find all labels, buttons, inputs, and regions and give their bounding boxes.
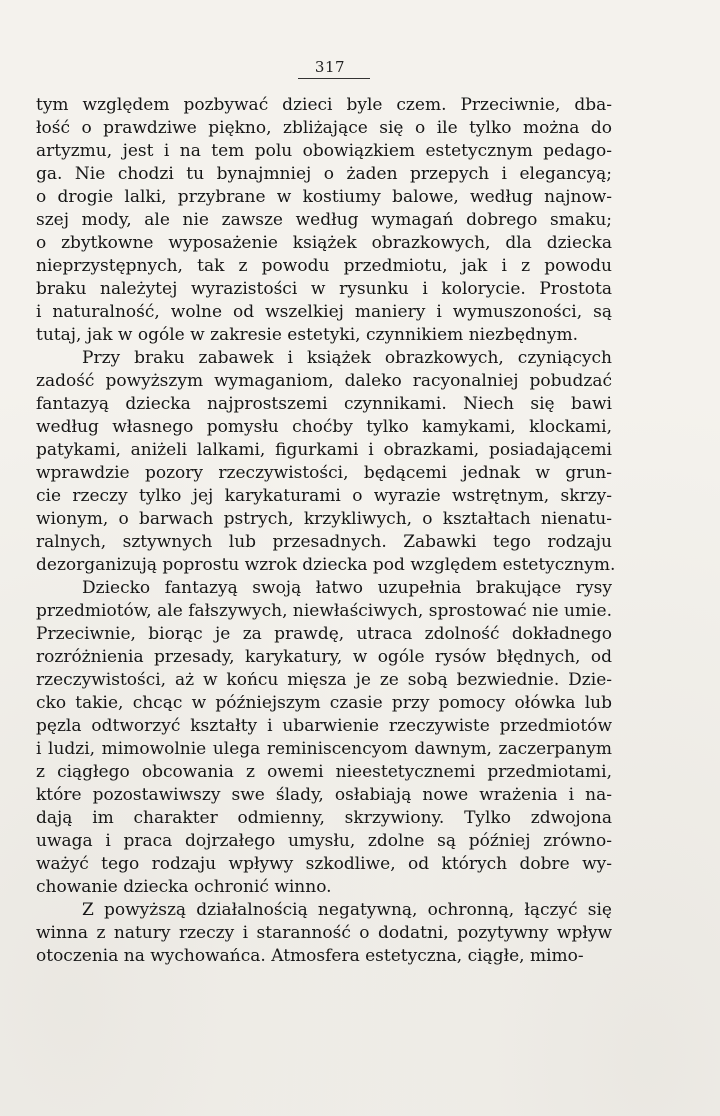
- text-line: uwaga i praca dojrzałego umysłu, zdolne są później zrówno-: [36, 831, 612, 851]
- text-line: cko takie, chcąc w późniejszym czasie przy pomocy ołówka lub: [36, 693, 612, 713]
- text-line: patykami, aniżeli lalkami, figurkami i obrazkami, posiadającemi: [36, 440, 612, 460]
- text-line: zadość powyższym wymaganiom, daleko racyonalniej pobudzać: [36, 371, 612, 391]
- paragraph: [36, 899, 612, 968]
- text-line: rzeczywistości, aż w końcu mięsza je ze sobą bezwiednie. Dzie-: [36, 670, 612, 690]
- text-line: dają im charakter odmienny, skrzywiony. Tylko zdwojona: [36, 808, 612, 828]
- header-rule: [298, 78, 370, 79]
- text-line: artyzmu, jest i na tem polu obowiązkiem estetycznym pedago-: [36, 141, 612, 161]
- text-line: winna z natury rzeczy i staranność o dodatni, pozytywny wpływ: [36, 923, 612, 943]
- text-line: i ludzi, mimowolnie ulega reminiscencyom dawnym, zaczerpanym: [36, 739, 612, 759]
- text-line: braku należytej wyrazistości w rysunku i kolorycie. Prostota: [36, 279, 612, 299]
- paragraph: [36, 577, 612, 899]
- text-line: dezorganizują poprostu wzrok dziecka pod względem estetycznym.: [36, 555, 616, 575]
- text-line: Przy braku zabawek i książek obrazkowych, czyniących: [82, 348, 612, 368]
- text-line: i naturalność, wolne od wszelkiej maniery i wymuszoności, są: [36, 302, 612, 322]
- text-line: chowanie dziecka ochronić winno.: [36, 877, 332, 897]
- text-line: łość o prawdziwe piękno, zbliżające się o ile tylko można do: [36, 118, 612, 138]
- text-line: cie rzeczy tylko jej karykaturami o wyrazie wstrętnym, skrzy-: [36, 486, 612, 506]
- text-line: szej mody, ale nie zawsze według wymagań dobrego smaku;: [36, 210, 612, 230]
- text-line: rozróżnienia przesady, karykatury, w ogóle rysów błędnych, od: [36, 647, 612, 667]
- body-text: [36, 94, 616, 968]
- text-line: ga. Nie chodzi tu bynajmniej o żaden przepych i elegancyą;: [36, 164, 612, 184]
- page-number: 317: [314, 58, 346, 76]
- text-line: pęzla odtworzyć kształty i ubarwienie rzeczywiste przedmiotów: [36, 716, 612, 736]
- text-line: z ciągłego obcowania z owemi nieestetycznemi przedmiotami,: [36, 762, 612, 782]
- text-line: nieprzystępnych, tak z powodu przedmiotu, jak i z powodu: [36, 256, 612, 276]
- text-line: o drogie lalki, przybrane w kostiumy balowe, według najnow-: [36, 187, 612, 207]
- text-line: przedmiotów, ale fałszywych, niewłaściwych, sprostować nie umie.: [36, 601, 612, 621]
- text-line: które pozostawiwszy swe ślady, osłabiają nowe wrażenia i na-: [36, 785, 612, 805]
- text-line: Przeciwnie, biorąc je za prawdę, utraca zdolność dokładnego: [36, 624, 612, 644]
- text-line: ralnych, sztywnych lub przesadnych. Zabawki tego rodzaju: [36, 532, 612, 552]
- text-line: wprawdzie pozory rzeczywistości, będącemi jednak w grun-: [36, 463, 612, 483]
- text-line: Z powyższą działalnością negatywną, ochronną, łączyć się: [82, 900, 612, 920]
- text-line: fantazyą dziecka najprostszemi czynnikami. Niech się bawi: [36, 394, 612, 414]
- text-line: według własnego pomysłu choćby tylko kamykami, klockami,: [36, 417, 612, 437]
- paragraph: [36, 347, 616, 577]
- text-line: wionym, o barwach pstrych, krzykliwych, o kształtach nienatu-: [36, 509, 612, 529]
- paragraph: [36, 94, 612, 347]
- text-line: ważyć tego rodzaju wpływy szkodliwe, od których dobre wy-: [36, 854, 612, 874]
- text-line: tym względem pozbywać dzieci byle czem. Przeciwnie, dba-: [36, 95, 612, 115]
- text-line: otoczenia na wychowańca. Atmosfera estetyczna, ciągłe, mimo-: [36, 946, 584, 966]
- text-line: Dziecko fantazyą swoją łatwo uzupełnia brakujące rysy: [82, 578, 612, 598]
- text-line: tutaj, jak w ogóle w zakresie estetyki, czynnikiem niezbędnym.: [36, 325, 579, 345]
- text-line: o zbytkowne wyposażenie książek obrazkowych, dla dziecka: [36, 233, 612, 253]
